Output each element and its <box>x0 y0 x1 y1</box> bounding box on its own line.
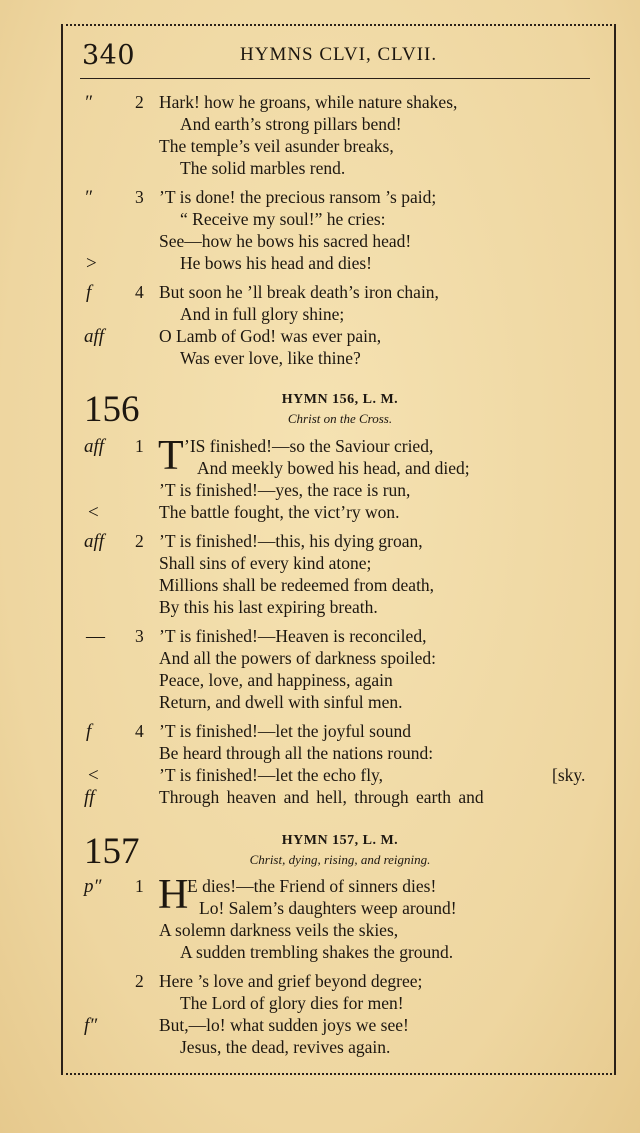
verse-line: But soon he ’ll break death’s iron chain, <box>159 282 439 302</box>
verse-number: 3 <box>135 626 144 646</box>
hymn-subtitle: Christ on the Cross. <box>287 411 393 426</box>
dynamic-mark: ff <box>84 787 95 808</box>
verse-number: 2 <box>135 92 144 112</box>
dynamic-mark: aff <box>84 436 105 457</box>
verse-overflow: [sky. <box>552 765 586 785</box>
hymn-number: 156 <box>84 389 140 430</box>
verse-line: “ Receive my soul!” he cries: <box>180 209 386 229</box>
verse-number: 1 <box>135 876 144 896</box>
verse-line: ’T is finished!—Heaven is reconciled, <box>159 626 427 646</box>
running-head: HYMNS CLVI, CLVII. <box>240 44 438 65</box>
verse-number: 2 <box>135 971 144 991</box>
verse-line: ’T is finished!—let the echo fly, <box>159 765 384 785</box>
dynamic-mark: — <box>86 626 105 647</box>
dynamic-mark: aff <box>84 531 105 552</box>
header-rule <box>80 78 590 79</box>
verse-line: Through heaven and hell, through earth and <box>159 787 484 807</box>
verse-line: ’T is finished!—yes, the race is run, <box>159 480 411 500</box>
verse-line: Lo! Salem’s daughters weep around! <box>199 898 457 918</box>
right-border <box>614 24 618 1074</box>
hymn-subtitle: Christ, dying, rising, and reigning. <box>249 852 431 867</box>
verse-line: He bows his head and dies! <box>180 253 372 273</box>
dynamic-mark: f <box>86 282 92 303</box>
verse-line: Shall sins of every kind atone; <box>159 553 372 573</box>
verse-line: Hark! how he groans, while nature shakes, <box>159 92 458 112</box>
hymn-title: HYMN 156, L. M. <box>281 392 399 407</box>
dynamic-mark: aff <box>84 326 105 347</box>
drop-cap: T <box>158 433 184 479</box>
verse-line: The temple’s veil asunder breaks, <box>159 136 394 156</box>
dynamic-mark: < <box>88 765 99 786</box>
bottom-border <box>61 1073 616 1075</box>
verse-line: Jesus, the dead, revives again. <box>180 1037 391 1057</box>
verse-line: Millions shall be redeemed from death, <box>159 575 435 595</box>
hymn-number: 157 <box>84 831 140 872</box>
dynamic-mark: f <box>86 721 92 742</box>
verse-line: And in full glory shine; <box>180 304 345 324</box>
page-number: 340 <box>82 40 136 71</box>
verse-line: And all the powers of darkness spoiled: <box>159 648 437 668</box>
verse-line: The solid marbles rend. <box>180 158 346 178</box>
drop-cap: H <box>158 872 189 918</box>
hymn-title: HYMN 157, L. M. <box>281 833 399 848</box>
verse-line: A sudden trembling shakes the ground. <box>180 942 454 962</box>
verse-line: The Lord of glory dies for men! <box>180 993 404 1013</box>
verse-line: ’T is finished!—this, his dying groan, <box>159 531 423 551</box>
verse-line: ’T is finished!—let the joyful sound <box>159 721 411 741</box>
verse-line: But,—lo! what sudden joys we see! <box>159 1015 409 1035</box>
verse-line: Was ever love, like thine? <box>180 348 361 368</box>
verse-line: Here ’s love and grief beyond degree; <box>159 971 423 991</box>
verse-number: 3 <box>135 187 144 207</box>
verse-line: O Lamb of God! was ever pain, <box>159 326 382 346</box>
dynamic-mark: ″ <box>84 92 92 113</box>
verse-number: 1 <box>135 436 144 456</box>
verse-line: And meekly bowed his head, and died; <box>197 458 470 478</box>
verse-line: Peace, love, and happiness, again <box>159 670 393 690</box>
verse-line: Return, and dwell with sinful men. <box>159 692 403 712</box>
verse-line: ’IS finished!—so the Saviour cried, <box>184 436 434 456</box>
left-border <box>61 24 65 1074</box>
verse-line: Be heard through all the nations round: <box>159 743 434 763</box>
verse-line: And earth’s strong pillars bend! <box>180 114 402 134</box>
verse-number: 4 <box>135 282 144 302</box>
dynamic-mark: > <box>86 253 97 274</box>
dynamic-mark: p″ <box>84 876 102 897</box>
verse-number: 4 <box>135 721 144 741</box>
verse-line: ’T is done! the precious ransom ’s paid; <box>159 187 437 207</box>
verse-line: By this his last expiring breath. <box>159 597 378 617</box>
dynamic-mark: f″ <box>84 1015 98 1036</box>
dynamic-mark: ″ <box>84 187 92 208</box>
verse-number: 2 <box>135 531 144 551</box>
verse-line: A solemn darkness veils the skies, <box>159 920 399 940</box>
dynamic-mark: < <box>88 502 99 523</box>
verse-line: See—how he bows his sacred head! <box>159 231 412 251</box>
verse-line: E dies!—the Friend of sinners dies! <box>187 876 437 896</box>
top-border <box>61 24 616 26</box>
verse-line: The battle fought, the vict’ry won. <box>159 502 400 522</box>
